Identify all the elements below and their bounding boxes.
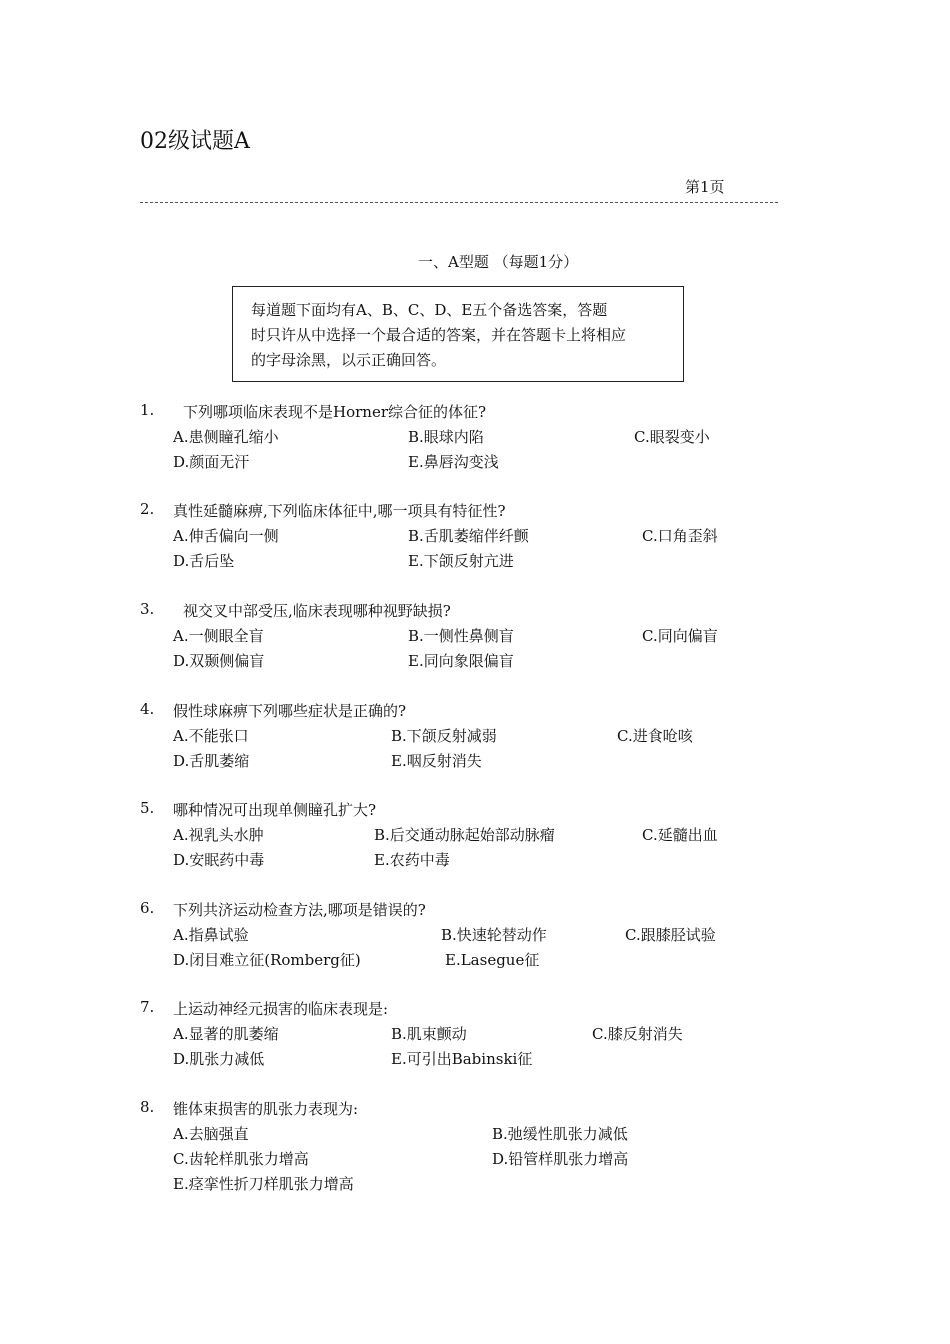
question-number: 3. <box>140 600 155 618</box>
option-e: E.可引出Babinski征 <box>391 1050 533 1068</box>
option-d: D.双颞侧偏盲 <box>173 652 265 670</box>
option-c: C.进食呛咳 <box>617 727 693 745</box>
option-a: A.患侧瞳孔缩小 <box>173 428 279 446</box>
dashed-separator <box>140 202 778 203</box>
question-text: 上运动神经元损害的临床表现是: <box>173 1000 389 1018</box>
option-a: A.视乳头水肿 <box>173 826 264 844</box>
option-a: A.指鼻试验 <box>173 926 249 944</box>
question-text: 真性延髓麻痹,下列临床体征中,哪一项具有特征性? <box>173 502 506 520</box>
page-number: 第1页 <box>685 178 725 196</box>
option-e: E.下颌反射亢进 <box>408 552 514 570</box>
question-number: 4. <box>140 700 155 718</box>
option-c: C.膝反射消失 <box>592 1025 683 1043</box>
question-number: 8. <box>140 1098 155 1116</box>
option-d: D.安眠药中毒 <box>173 851 265 869</box>
option-c: C.齿轮样肌张力增高 <box>173 1150 309 1168</box>
option-a: A.伸舌偏向一侧 <box>173 527 279 545</box>
option-e: E.咽反射消失 <box>391 752 482 770</box>
question-number: 6. <box>140 899 155 917</box>
question-text: 锥体束损害的肌张力表现为: <box>173 1100 359 1118</box>
option-b: B.快速轮替动作 <box>441 926 547 944</box>
option-b: B.一侧性鼻侧盲 <box>408 627 514 645</box>
question-text: 下列哪项临床表现不是Horner综合征的体征? <box>183 403 487 421</box>
option-b: B.眼球内陷 <box>408 428 484 446</box>
option-c: C.同向偏盲 <box>642 627 718 645</box>
instructions-box <box>232 286 684 382</box>
question-number: 5. <box>140 799 155 817</box>
option-d: D.闭目难立征(Romberg征) <box>173 951 361 969</box>
option-b: B.后交通动脉起始部动脉瘤 <box>374 826 555 844</box>
section-title: 一、A型题 （每题1分） <box>418 253 579 271</box>
option-b: B.肌束颤动 <box>391 1025 467 1043</box>
option-c: C.跟膝胫试验 <box>625 926 716 944</box>
instruction-line: 每道题下面均有A、B、C、D、E五个备选答案，答题 <box>251 301 608 319</box>
option-e: E.Lasegue征 <box>445 951 540 969</box>
option-e: E.痉挛性折刀样肌张力增高 <box>173 1175 354 1193</box>
question-text: 视交叉中部受压,临床表现哪种视野缺损? <box>183 602 451 620</box>
option-c: C.眼裂变小 <box>634 428 710 446</box>
option-c: C.口角歪斜 <box>642 527 718 545</box>
option-a: A.去脑强直 <box>173 1125 249 1143</box>
option-d: D.舌后坠 <box>173 552 235 570</box>
question-number: 2. <box>140 500 155 518</box>
option-e: E.农药中毒 <box>374 851 450 869</box>
instruction-line: 的字母涂黑，以示正确回答。 <box>251 351 447 369</box>
option-a: A.一侧眼全盲 <box>173 627 264 645</box>
question-text: 哪种情况可出现单侧瞳孔扩大? <box>173 801 377 819</box>
question-number: 1. <box>140 401 155 419</box>
question-number: 7. <box>140 998 155 1016</box>
question-text: 假性球麻痹下列哪些症状是正确的? <box>173 702 407 720</box>
option-e: E.鼻唇沟变浅 <box>408 453 499 471</box>
option-a: A.不能张口 <box>173 727 249 745</box>
option-e: E.同向象限偏盲 <box>408 652 514 670</box>
option-d: D.肌张力减低 <box>173 1050 265 1068</box>
option-d: D.舌肌萎缩 <box>173 752 250 770</box>
option-d: D.铅管样肌张力增高 <box>492 1150 629 1168</box>
option-a: A.显著的肌萎缩 <box>173 1025 279 1043</box>
instruction-line: 时只许从中选择一个最合适的答案，并在答题卡上将相应 <box>251 326 627 344</box>
option-b: B.弛缓性肌张力减低 <box>492 1125 628 1143</box>
document-title: 02级试题A <box>140 129 250 154</box>
option-b: B.下颌反射减弱 <box>391 727 497 745</box>
option-b: B.舌肌萎缩伴纤颤 <box>408 527 529 545</box>
question-text: 下列共济运动检查方法,哪项是错误的? <box>173 901 426 919</box>
option-d: D.颜面无汗 <box>173 453 250 471</box>
option-c: C.延髓出血 <box>642 826 718 844</box>
